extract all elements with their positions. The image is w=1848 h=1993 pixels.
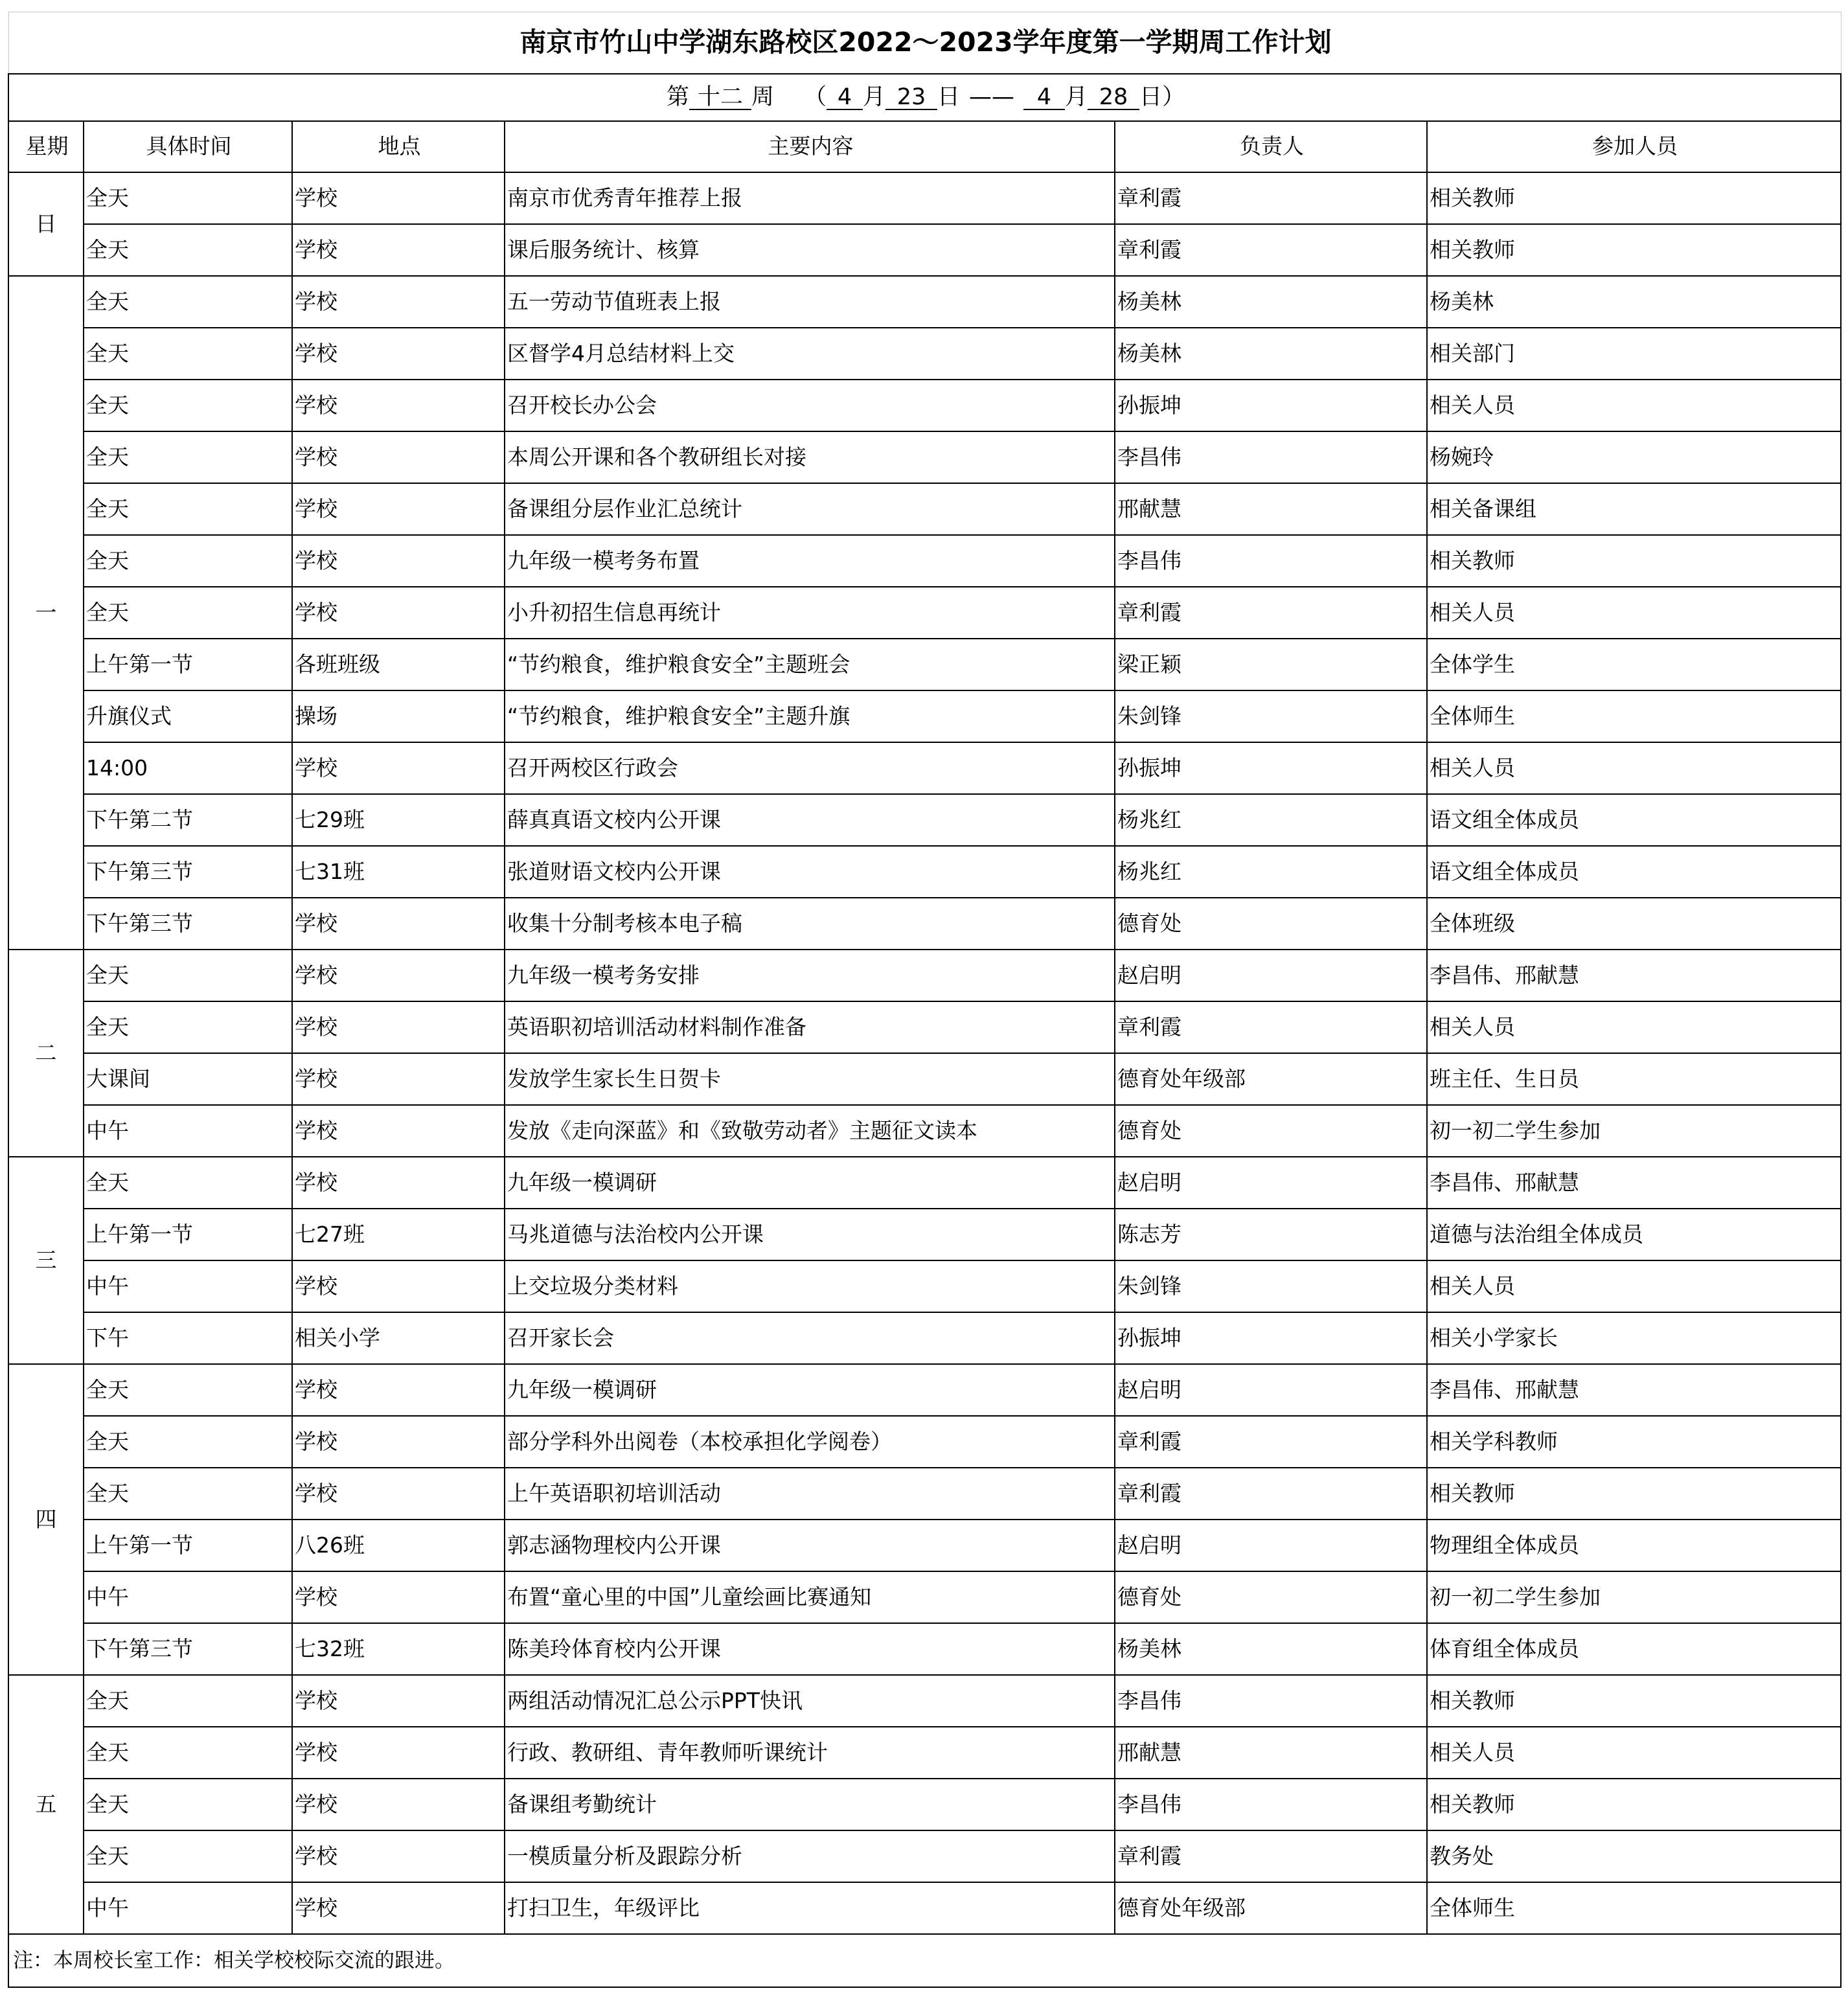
week-number: 十二 — [689, 85, 751, 111]
table-row — [8, 1830, 1841, 1882]
owner-cell: 邢献慧 — [1115, 483, 1427, 535]
content-cell: 英语职初培训活动材料制作准备 — [505, 1001, 1115, 1053]
owner-cell: 杨美林 — [1115, 1623, 1427, 1675]
content-cell: 课后服务统计、核算 — [505, 224, 1115, 276]
header-owner: 负责人 — [1115, 121, 1427, 172]
time-cell: 全天 — [84, 950, 292, 1001]
table-row — [8, 224, 1841, 276]
participants-cell: 相关部门 — [1427, 328, 1841, 380]
start-month-label: 月 — [863, 84, 886, 110]
owner-cell: 杨兆红 — [1115, 794, 1427, 846]
participants-cell: 相关人员 — [1427, 1260, 1841, 1312]
owner-cell: 德育处 — [1115, 1105, 1427, 1157]
participants-cell: 相关教师 — [1427, 224, 1841, 276]
time-cell: 下午第三节 — [84, 846, 292, 898]
time-cell: 全天 — [84, 587, 292, 639]
location-cell: 学校 — [292, 380, 505, 431]
time-cell: 上午第一节 — [84, 639, 292, 690]
location-cell: 七31班 — [292, 846, 505, 898]
content-cell: 召开校长办公会 — [505, 380, 1115, 431]
start-day-label: 日 — [937, 84, 961, 110]
participants-cell: 初一初二学生参加 — [1427, 1571, 1841, 1623]
header-time: 具体时间 — [84, 121, 292, 172]
participants-cell: 语文组全体成员 — [1427, 846, 1841, 898]
note-row — [8, 1934, 1841, 1987]
header-row — [8, 121, 1841, 172]
content-cell: “节约粮食，维护粮食安全”主题班会 — [505, 639, 1115, 690]
participants-cell: 体育组全体成员 — [1427, 1623, 1841, 1675]
owner-cell: 孙振坤 — [1115, 380, 1427, 431]
location-cell: 学校 — [292, 276, 505, 328]
participants-cell: 全体师生 — [1427, 690, 1841, 742]
owner-cell: 杨兆红 — [1115, 846, 1427, 898]
time-cell: 全天 — [84, 1157, 292, 1209]
header-weekday: 星期 — [8, 121, 84, 172]
location-cell: 相关小学 — [292, 1312, 505, 1364]
content-cell: 本周公开课和各个教研组长对接 — [505, 431, 1115, 483]
location-cell: 学校 — [292, 1364, 505, 1416]
time-cell: 下午 — [84, 1312, 292, 1364]
participants-cell: 杨美林 — [1427, 276, 1841, 328]
range-dash: —— — [969, 84, 1015, 110]
table-row — [8, 1675, 1841, 1727]
owner-cell: 德育处 — [1115, 898, 1427, 950]
location-cell: 学校 — [292, 742, 505, 794]
content-cell: 九年级一模调研 — [505, 1157, 1115, 1209]
content-cell: 召开家长会 — [505, 1312, 1115, 1364]
location-cell: 学校 — [292, 535, 505, 587]
participants-cell: 相关备课组 — [1427, 483, 1841, 535]
owner-cell: 德育处年级部 — [1115, 1053, 1427, 1105]
location-cell: 操场 — [292, 690, 505, 742]
participants-cell: 相关教师 — [1427, 172, 1841, 224]
table-row — [8, 1053, 1841, 1105]
participants-cell: 李昌伟、邢献慧 — [1427, 1364, 1841, 1416]
content-cell: 上交垃圾分类材料 — [505, 1260, 1115, 1312]
time-cell: 全天 — [84, 1416, 292, 1468]
owner-cell: 德育处年级部 — [1115, 1882, 1427, 1934]
weekly-plan-sheet — [8, 12, 1840, 1988]
content-cell: 五一劳动节值班表上报 — [505, 276, 1115, 328]
content-cell: 发放《走向深蓝》和《致敬劳动者》主题征文读本 — [505, 1105, 1115, 1157]
owner-cell: 李昌伟 — [1115, 1675, 1427, 1727]
owner-cell: 章利霞 — [1115, 1830, 1427, 1882]
time-cell: 全天 — [84, 172, 292, 224]
time-cell: 中午 — [84, 1571, 292, 1623]
table-row — [8, 1623, 1841, 1675]
end-month-label: 月 — [1065, 84, 1088, 110]
week-di: 第 — [666, 84, 689, 110]
location-cell: 学校 — [292, 1882, 505, 1934]
content-cell: 布置“童心里的中国”儿童绘画比赛通知 — [505, 1571, 1115, 1623]
participants-cell: 相关人员 — [1427, 1001, 1841, 1053]
week-open-paren: （ — [803, 84, 827, 110]
owner-cell: 章利霞 — [1115, 224, 1427, 276]
participants-cell: 李昌伟、邢献慧 — [1427, 1157, 1841, 1209]
content-cell: 小升初招生信息再统计 — [505, 587, 1115, 639]
start-day: 23 — [885, 85, 937, 111]
table-row — [8, 690, 1841, 742]
location-cell: 学校 — [292, 328, 505, 380]
owner-cell: 李昌伟 — [1115, 431, 1427, 483]
table-row — [8, 1105, 1841, 1157]
participants-cell: 班主任、生日员 — [1427, 1053, 1841, 1105]
time-cell: 全天 — [84, 1364, 292, 1416]
content-cell: 张道财语文校内公开课 — [505, 846, 1115, 898]
table-row — [8, 794, 1841, 846]
time-cell: 中午 — [84, 1260, 292, 1312]
owner-cell: 章利霞 — [1115, 1468, 1427, 1520]
time-cell: 下午第三节 — [84, 1623, 292, 1675]
table-row — [8, 535, 1841, 587]
time-cell: 中午 — [84, 1882, 292, 1934]
content-cell: 部分学科外出阅卷（本校承担化学阅卷） — [505, 1416, 1115, 1468]
content-cell: “节约粮食，维护粮食安全”主题升旗 — [505, 690, 1115, 742]
content-cell: 行政、教研组、青年教师听课统计 — [505, 1727, 1115, 1779]
owner-cell: 章利霞 — [1115, 172, 1427, 224]
participants-cell: 相关教师 — [1427, 535, 1841, 587]
table-row — [8, 431, 1841, 483]
participants-cell: 相关学科教师 — [1427, 1416, 1841, 1468]
time-cell: 全天 — [84, 224, 292, 276]
participants-cell: 相关人员 — [1427, 1727, 1841, 1779]
location-cell: 学校 — [292, 224, 505, 276]
week-range — [8, 74, 1841, 121]
owner-cell: 赵启明 — [1115, 950, 1427, 1001]
participants-cell: 相关小学家长 — [1427, 1312, 1841, 1364]
participants-cell: 物理组全体成员 — [1427, 1520, 1841, 1571]
weekday-cell: 一 — [8, 276, 84, 950]
owner-cell: 朱剑锋 — [1115, 1260, 1427, 1312]
start-month: 4 — [827, 85, 863, 111]
content-cell: 一模质量分析及跟踪分析 — [505, 1830, 1115, 1882]
location-cell: 学校 — [292, 483, 505, 535]
table-row — [8, 846, 1841, 898]
content-cell: 上午英语职初培训活动 — [505, 1468, 1115, 1520]
owner-cell: 孙振坤 — [1115, 742, 1427, 794]
table-row — [8, 1157, 1841, 1209]
location-cell: 学校 — [292, 1260, 505, 1312]
end-day: 28 — [1088, 85, 1139, 111]
content-cell: 打扫卫生，年级评比 — [505, 1882, 1115, 1934]
location-cell: 学校 — [292, 1830, 505, 1882]
participants-cell: 道德与法治组全体成员 — [1427, 1209, 1841, 1260]
content-cell: 陈美玲体育校内公开课 — [505, 1623, 1115, 1675]
table-row — [8, 1779, 1841, 1830]
owner-cell: 杨美林 — [1115, 328, 1427, 380]
location-cell: 学校 — [292, 587, 505, 639]
plan-table — [8, 12, 1842, 1988]
owner-cell: 章利霞 — [1115, 1001, 1427, 1053]
location-cell: 学校 — [292, 1779, 505, 1830]
location-cell: 学校 — [292, 950, 505, 1001]
location-cell: 各班班级 — [292, 639, 505, 690]
time-cell: 升旗仪式 — [84, 690, 292, 742]
location-cell: 八26班 — [292, 1520, 505, 1571]
owner-cell: 陈志芳 — [1115, 1209, 1427, 1260]
participants-cell: 全体学生 — [1427, 639, 1841, 690]
table-row — [8, 1260, 1841, 1312]
table-row — [8, 742, 1841, 794]
content-cell: 区督学4月总结材料上交 — [505, 328, 1115, 380]
owner-cell: 朱剑锋 — [1115, 690, 1427, 742]
table-row — [8, 898, 1841, 950]
table-row — [8, 276, 1841, 328]
week-close-paren: ） — [1162, 84, 1185, 110]
participants-cell: 语文组全体成员 — [1427, 794, 1841, 846]
time-cell: 上午第一节 — [84, 1520, 292, 1571]
owner-cell: 赵启明 — [1115, 1157, 1427, 1209]
time-cell: 全天 — [84, 1727, 292, 1779]
time-cell: 下午第三节 — [84, 898, 292, 950]
participants-cell: 相关教师 — [1427, 1779, 1841, 1830]
owner-cell: 杨美林 — [1115, 276, 1427, 328]
participants-cell: 相关人员 — [1427, 380, 1841, 431]
location-cell: 学校 — [292, 1727, 505, 1779]
content-cell: 九年级一模考务安排 — [505, 950, 1115, 1001]
table-row — [8, 950, 1841, 1001]
page-title: 南京市竹山中学湖东路校区2022～2023学年度第一学期周工作计划 — [8, 12, 1841, 74]
time-cell: 全天 — [84, 1675, 292, 1727]
content-cell: 备课组分层作业汇总统计 — [505, 483, 1115, 535]
location-cell: 学校 — [292, 1105, 505, 1157]
weekday-cell: 四 — [8, 1364, 84, 1675]
owner-cell: 李昌伟 — [1115, 1779, 1427, 1830]
location-cell: 七27班 — [292, 1209, 505, 1260]
content-cell: 召开两校区行政会 — [505, 742, 1115, 794]
time-cell: 大课间 — [84, 1053, 292, 1105]
time-cell: 全天 — [84, 483, 292, 535]
content-cell: 发放学生家长生日贺卡 — [505, 1053, 1115, 1105]
table-row — [8, 639, 1841, 690]
owner-cell: 章利霞 — [1115, 1416, 1427, 1468]
content-cell: 备课组考勤统计 — [505, 1779, 1115, 1830]
owner-cell: 邢献慧 — [1115, 1727, 1427, 1779]
content-cell: 郭志涵物理校内公开课 — [505, 1520, 1115, 1571]
time-cell: 14:00 — [84, 742, 292, 794]
owner-cell: 李昌伟 — [1115, 535, 1427, 587]
table-row — [8, 483, 1841, 535]
table-row — [8, 328, 1841, 380]
content-cell: 马兆道德与法治校内公开课 — [505, 1209, 1115, 1260]
table-row — [8, 1882, 1841, 1934]
location-cell: 七29班 — [292, 794, 505, 846]
header-participants: 参加人员 — [1427, 121, 1841, 172]
participants-cell: 教务处 — [1427, 1830, 1841, 1882]
owner-cell: 孙振坤 — [1115, 1312, 1427, 1364]
weekday-cell: 三 — [8, 1157, 84, 1364]
content-cell: 两组活动情况汇总公示PPT快讯 — [505, 1675, 1115, 1727]
location-cell: 学校 — [292, 1001, 505, 1053]
table-row — [8, 1468, 1841, 1520]
owner-cell: 章利霞 — [1115, 587, 1427, 639]
location-cell: 七32班 — [292, 1623, 505, 1675]
content-cell: 南京市优秀青年推荐上报 — [505, 172, 1115, 224]
participants-cell: 李昌伟、邢献慧 — [1427, 950, 1841, 1001]
content-cell: 九年级一模考务布置 — [505, 535, 1115, 587]
time-cell: 全天 — [84, 535, 292, 587]
footnote: 注：本周校长室工作：相关学校校际交流的跟进。 — [8, 1934, 1841, 1987]
location-cell: 学校 — [292, 898, 505, 950]
time-cell: 下午第二节 — [84, 794, 292, 846]
time-cell: 全天 — [84, 1468, 292, 1520]
participants-cell: 相关教师 — [1427, 1675, 1841, 1727]
owner-cell: 赵启明 — [1115, 1520, 1427, 1571]
participants-cell: 杨婉玲 — [1427, 431, 1841, 483]
table-row — [8, 1209, 1841, 1260]
table-row — [8, 172, 1841, 224]
content-cell: 九年级一模调研 — [505, 1364, 1115, 1416]
time-cell: 上午第一节 — [84, 1209, 292, 1260]
content-cell: 薛真真语文校内公开课 — [505, 794, 1115, 846]
end-month: 4 — [1023, 85, 1065, 111]
table-row — [8, 1001, 1841, 1053]
location-cell: 学校 — [292, 1157, 505, 1209]
table-row — [8, 1364, 1841, 1416]
table-row — [8, 587, 1841, 639]
time-cell: 全天 — [84, 328, 292, 380]
owner-cell: 梁正颖 — [1115, 639, 1427, 690]
participants-cell: 相关人员 — [1427, 742, 1841, 794]
time-cell: 全天 — [84, 276, 292, 328]
participants-cell: 全体师生 — [1427, 1882, 1841, 1934]
table-row — [8, 1312, 1841, 1364]
header-content: 主要内容 — [505, 121, 1115, 172]
participants-cell: 相关教师 — [1427, 1468, 1841, 1520]
owner-cell: 德育处 — [1115, 1571, 1427, 1623]
header-location: 地点 — [292, 121, 505, 172]
owner-cell: 赵启明 — [1115, 1364, 1427, 1416]
time-cell: 全天 — [84, 1830, 292, 1882]
content-cell: 收集十分制考核本电子稿 — [505, 898, 1115, 950]
location-cell: 学校 — [292, 1468, 505, 1520]
time-cell: 中午 — [84, 1105, 292, 1157]
table-row — [8, 380, 1841, 431]
location-cell: 学校 — [292, 1571, 505, 1623]
week-zhou: 周 — [751, 84, 774, 110]
table-row — [8, 1520, 1841, 1571]
time-cell: 全天 — [84, 1779, 292, 1830]
participants-cell: 初一初二学生参加 — [1427, 1105, 1841, 1157]
end-day-label: 日 — [1139, 84, 1163, 110]
location-cell: 学校 — [292, 431, 505, 483]
weekday-cell: 五 — [8, 1675, 84, 1934]
time-cell: 全天 — [84, 380, 292, 431]
location-cell: 学校 — [292, 1053, 505, 1105]
participants-cell: 全体班级 — [1427, 898, 1841, 950]
location-cell: 学校 — [292, 1675, 505, 1727]
weekday-cell: 二 — [8, 950, 84, 1157]
time-cell: 全天 — [84, 1001, 292, 1053]
weekday-cell: 日 — [8, 172, 84, 276]
location-cell: 学校 — [292, 172, 505, 224]
time-cell: 全天 — [84, 431, 292, 483]
location-cell: 学校 — [292, 1416, 505, 1468]
table-row — [8, 1416, 1841, 1468]
table-row — [8, 1727, 1841, 1779]
participants-cell: 相关人员 — [1427, 587, 1841, 639]
table-row — [8, 1571, 1841, 1623]
